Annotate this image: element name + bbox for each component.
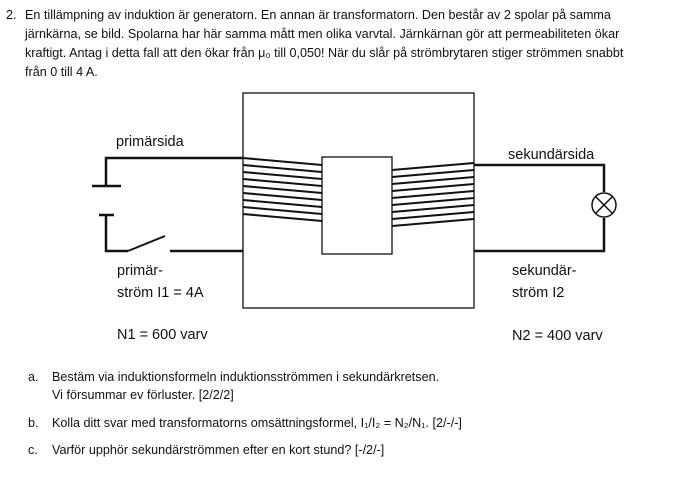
- primary-coil: [243, 158, 322, 221]
- primary-current-label-line1: primär-: [117, 263, 163, 279]
- question-a-line-1: Bestäm via induktionsformeln induktionsströmmen i sekundärkretsen.: [52, 370, 440, 384]
- question-b-prefix: Kolla ditt svar med transformatorns omsättningsformel,: [52, 416, 361, 430]
- n2-label: N2 = 400 varv: [512, 328, 603, 344]
- question-letter: b.: [28, 416, 39, 430]
- primary-side-label: primärsida: [116, 134, 184, 150]
- secondary-side-label: sekundärsida: [508, 147, 595, 163]
- battery-icon: [92, 186, 121, 215]
- secondary-coil: [392, 163, 474, 226]
- primary-circuit: [106, 158, 243, 251]
- secondary-circuit: [474, 165, 604, 251]
- question-letter: c.: [28, 443, 38, 457]
- secondary-current-label-line2: ström I2: [512, 285, 565, 301]
- question-b-text: [52, 414, 462, 432]
- problem-number: 2.: [6, 8, 17, 22]
- intro-line-3: kraftigt. Antag i detta fall att den ökar från μ₀ till 0,050! När du slår på strömbrytaren stiger strömmen snabbt: [25, 46, 624, 60]
- question-b-suffix: . [2/-/-]: [425, 416, 462, 430]
- question-letter: a.: [28, 370, 39, 384]
- lamp-icon: [592, 193, 616, 217]
- n1-label: N1 = 600 varv: [117, 327, 208, 343]
- transformer-formula: I₁/I₂ = N₂/N₁: [360, 416, 426, 430]
- intro-line-1: En tillämpning av induktion är generatorn. En annan är transformatorn. Den består av 2 spolar på samma: [25, 8, 611, 22]
- question-c-text: Varför upphör sekundärströmmen efter en kort stund? [-/2/-]: [52, 443, 385, 457]
- secondary-current-label-line1: sekundär-: [512, 263, 577, 279]
- primary-current-label-line2: ström I1 = 4A: [117, 285, 204, 301]
- iron-core-window: [322, 157, 392, 254]
- intro-line-4: från 0 till 4 A.: [25, 65, 98, 79]
- intro-line-2: järnkärna, se bild. Spolarna har här samma mått men olika varvtal. Järnkärnan gör att permeabiliteten ökar: [25, 27, 620, 41]
- switch-icon: [128, 236, 165, 251]
- question-a-line-2: Vi försummar ev förluster. [2/2/2]: [52, 388, 234, 402]
